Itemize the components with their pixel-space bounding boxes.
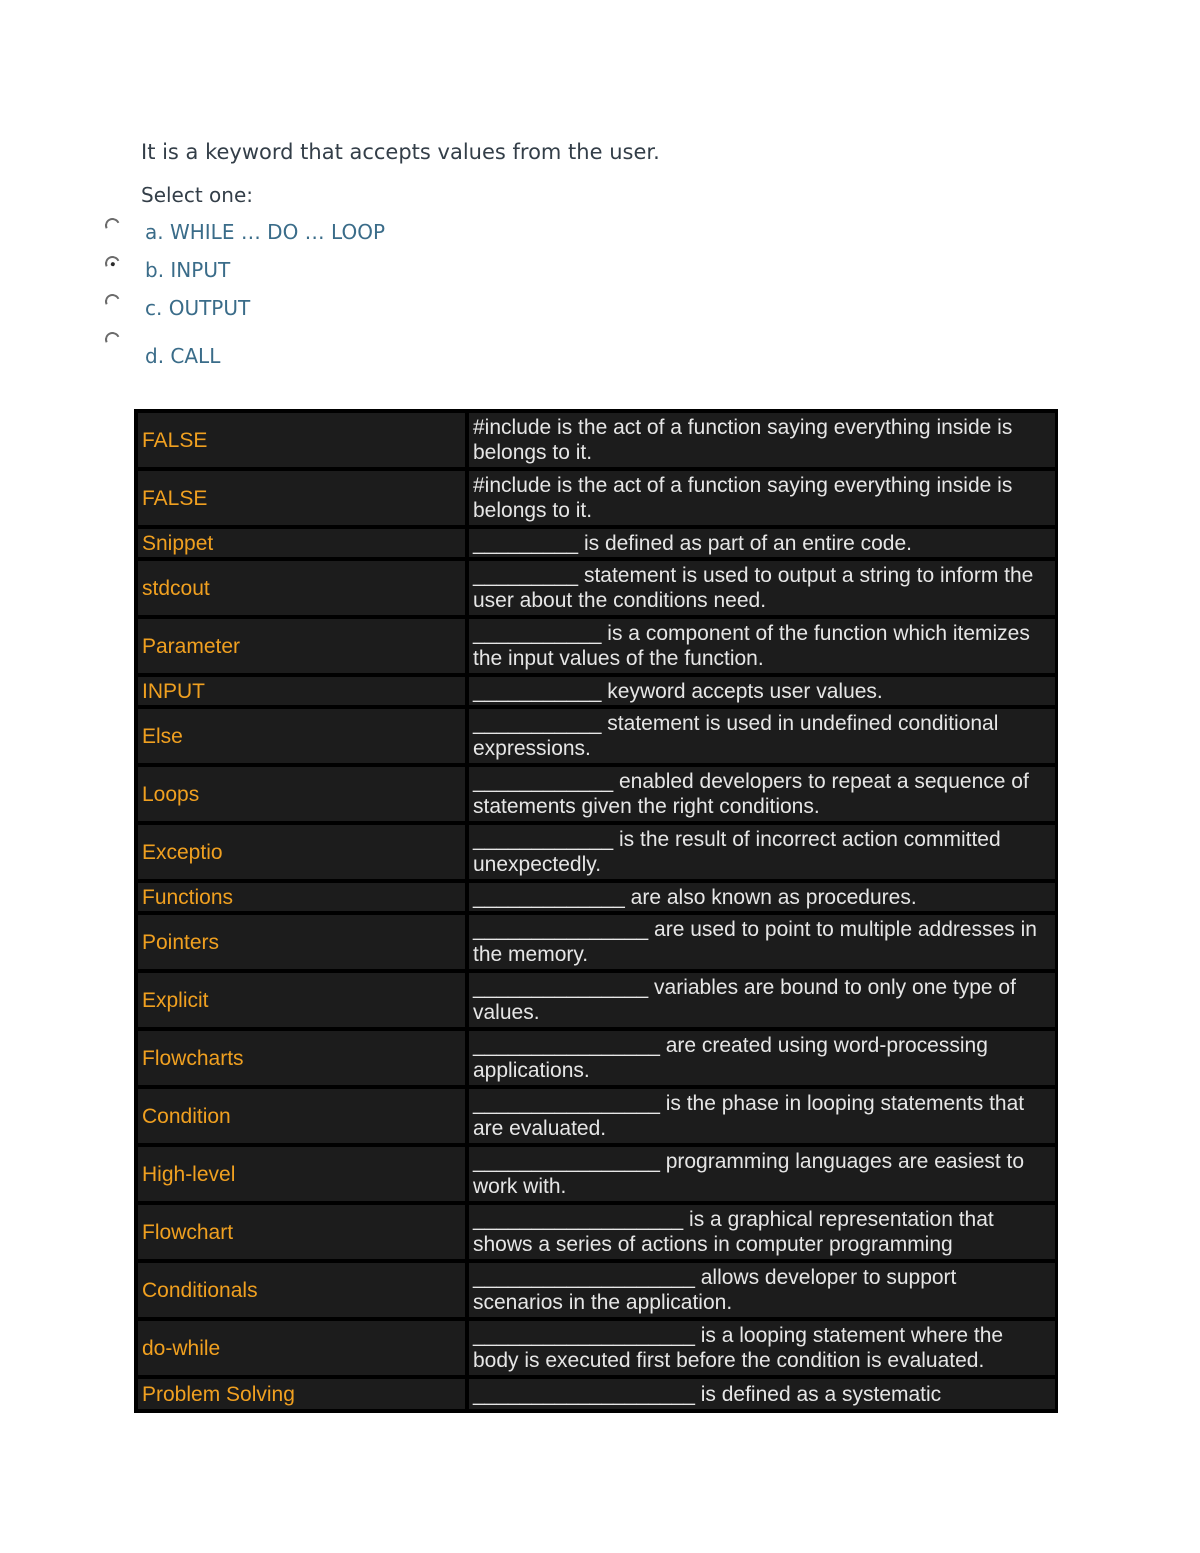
table-row bbox=[138, 825, 1055, 879]
table-row bbox=[138, 619, 1055, 673]
table-row bbox=[138, 915, 1055, 969]
table-row bbox=[138, 767, 1055, 821]
option-b-label: b. INPUT bbox=[145, 258, 231, 282]
definition-cell: ___________ is a component of the function which itemizes the input values of the function. bbox=[469, 619, 1055, 673]
term-cell: Explicit bbox=[138, 973, 469, 1027]
option-c-label: c. OUTPUT bbox=[145, 296, 251, 320]
term-cell: Functions bbox=[138, 883, 469, 911]
definition-cell: ___________________ is defined as a systematic bbox=[469, 1379, 1055, 1409]
definition-cell: ___________________ is a looping statement where the body is executed first before the condition is evaluated. bbox=[469, 1321, 1055, 1375]
definition-cell: _______________ are used to point to multiple addresses in the memory. bbox=[469, 915, 1055, 969]
table-row bbox=[138, 1089, 1055, 1143]
table-row bbox=[138, 413, 1055, 467]
definition-cell: ________________ are created using word-processing applications. bbox=[469, 1031, 1055, 1085]
term-cell: Flowcharts bbox=[138, 1031, 469, 1085]
option-a[interactable] bbox=[105, 218, 605, 252]
option-c[interactable] bbox=[105, 294, 605, 328]
table-row bbox=[138, 1263, 1055, 1317]
answer-table-body bbox=[138, 413, 1055, 1409]
table-row bbox=[138, 709, 1055, 763]
definition-cell: _________ statement is used to output a string to inform the user about the conditions need. bbox=[469, 561, 1055, 615]
term-cell: INPUT bbox=[138, 677, 469, 705]
definition-cell: _____________ are also known as procedures. bbox=[469, 883, 1055, 911]
term-cell: Else bbox=[138, 709, 469, 763]
term-cell: High-level bbox=[138, 1147, 469, 1201]
definition-cell: #include is the act of a function saying everything inside is belongs to it. bbox=[469, 413, 1055, 467]
term-cell: Pointers bbox=[138, 915, 469, 969]
radio-a[interactable] bbox=[103, 216, 122, 235]
question-text: It is a keyword that accepts values from the user. bbox=[141, 140, 660, 164]
definition-cell: _________ is defined as part of an entire code. bbox=[469, 529, 1055, 557]
answer-table bbox=[134, 409, 1058, 1413]
definition-cell: ____________ is the result of incorrect action committed unexpectedly. bbox=[469, 825, 1055, 879]
definition-cell: ___________ statement is used in undefined conditional expressions. bbox=[469, 709, 1055, 763]
table-row bbox=[138, 883, 1055, 911]
definition-cell: ___________________ allows developer to support scenarios in the application. bbox=[469, 1263, 1055, 1317]
term-cell: Loops bbox=[138, 767, 469, 821]
option-d[interactable] bbox=[105, 332, 605, 372]
table-row bbox=[138, 529, 1055, 557]
term-cell: FALSE bbox=[138, 413, 469, 467]
select-prompt: Select one: bbox=[141, 183, 254, 207]
table-row bbox=[138, 471, 1055, 525]
radio-d[interactable] bbox=[103, 330, 122, 349]
definition-cell: ___________ keyword accepts user values. bbox=[469, 677, 1055, 705]
term-cell: Snippet bbox=[138, 529, 469, 557]
table-row bbox=[138, 677, 1055, 705]
table-row bbox=[138, 561, 1055, 615]
table-row bbox=[138, 1205, 1055, 1259]
table-row bbox=[138, 1379, 1055, 1409]
definition-cell: ________________ programming languages are easiest to work with. bbox=[469, 1147, 1055, 1201]
term-cell: Exceptio bbox=[138, 825, 469, 879]
definition-cell: #include is the act of a function saying everything inside is belongs to it. bbox=[469, 471, 1055, 525]
definition-cell: ____________ enabled developers to repeat a sequence of statements given the right conditions. bbox=[469, 767, 1055, 821]
term-cell: do-while bbox=[138, 1321, 469, 1375]
table-row bbox=[138, 1321, 1055, 1375]
definition-cell: __________________ is a graphical representation that shows a series of actions in computer programming bbox=[469, 1205, 1055, 1259]
definition-cell: _______________ variables are bound to only one type of values. bbox=[469, 973, 1055, 1027]
table-row bbox=[138, 1031, 1055, 1085]
table-row bbox=[138, 973, 1055, 1027]
term-cell: FALSE bbox=[138, 471, 469, 525]
term-cell: Parameter bbox=[138, 619, 469, 673]
option-b[interactable] bbox=[105, 256, 605, 290]
option-a-label: a. WHILE … DO … LOOP bbox=[145, 220, 386, 244]
radio-c[interactable] bbox=[103, 292, 122, 311]
term-cell: Problem Solving bbox=[138, 1379, 469, 1409]
term-cell: Flowchart bbox=[138, 1205, 469, 1259]
definition-cell: ________________ is the phase in looping statements that are evaluated. bbox=[469, 1089, 1055, 1143]
option-d-label: d. CALL bbox=[145, 344, 221, 368]
table-row bbox=[138, 1147, 1055, 1201]
radio-b[interactable] bbox=[103, 254, 122, 273]
term-cell: Condition bbox=[138, 1089, 469, 1143]
term-cell: Conditionals bbox=[138, 1263, 469, 1317]
term-cell: stdcout bbox=[138, 561, 469, 615]
